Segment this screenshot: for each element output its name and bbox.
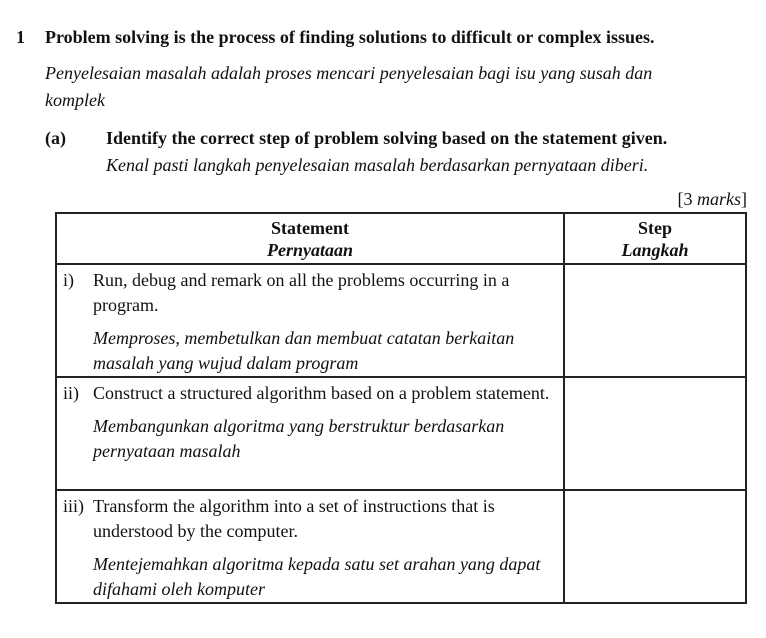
- header-statement: [56, 213, 564, 264]
- question-text: Problem solving is the process of finding solutions to difficult or complex issues.: [45, 27, 655, 47]
- statement-en: Transform the algorithm into a set of instructions that is understood by the computer.: [93, 496, 495, 541]
- statement-en: Run, debug and remark on all the problems occurring in a program.: [93, 270, 510, 315]
- part-a-text: Identify the correct step of problem solving based on the statement given.: [106, 128, 668, 148]
- statement-en: Construct a structured algorithm based on a problem statement.: [93, 383, 550, 403]
- marks-close: ]: [741, 189, 747, 209]
- marks-word: marks: [697, 189, 741, 209]
- question-translation-2: komplek: [45, 90, 105, 110]
- statement-ms: Memproses, membetulkan dan membuat catatan berkaitan masalah yang wujud dalam program: [93, 328, 515, 373]
- question-translation-1: Penyelesaian masalah adalah proses mencari penyelesaian bagi isu yang susah dan: [45, 63, 653, 83]
- table-header: [56, 213, 746, 264]
- step-answer-cell[interactable]: [564, 264, 746, 377]
- statement-ms: Mentejemahkan algoritma kepada satu set arahan yang dapat difahami oleh komputer: [93, 554, 541, 599]
- header-step-ms: Langkah: [621, 240, 689, 260]
- statement-ms: Membangunkan algoritma yang berstruktur berdasarkan pernyataan masalah: [93, 416, 505, 461]
- row-number: ii): [63, 383, 79, 403]
- header-statement-ms: Pernyataan: [266, 240, 353, 260]
- table-row: [56, 490, 746, 603]
- marks-label: [678, 189, 748, 210]
- step-answer-cell[interactable]: [564, 377, 746, 490]
- row-number: i): [63, 270, 74, 290]
- table-row: [56, 377, 746, 490]
- header-statement-en: Statement: [271, 218, 349, 238]
- question-number: 1: [16, 27, 25, 47]
- statement-cell: [56, 490, 564, 603]
- header-step: [564, 213, 746, 264]
- table-row: [56, 264, 746, 377]
- part-a-translation: Kenal pasti langkah penyelesaian masalah berdasarkan pernyataan diberi.: [106, 155, 649, 175]
- marks-open: [3: [677, 189, 697, 209]
- row-number: iii): [63, 496, 84, 516]
- statement-cell: [56, 264, 564, 377]
- header-step-en: Step: [637, 218, 672, 238]
- answer-table: [55, 212, 747, 604]
- part-a-label: (a): [45, 128, 66, 148]
- step-answer-cell[interactable]: [564, 490, 746, 603]
- statement-cell: [56, 377, 564, 490]
